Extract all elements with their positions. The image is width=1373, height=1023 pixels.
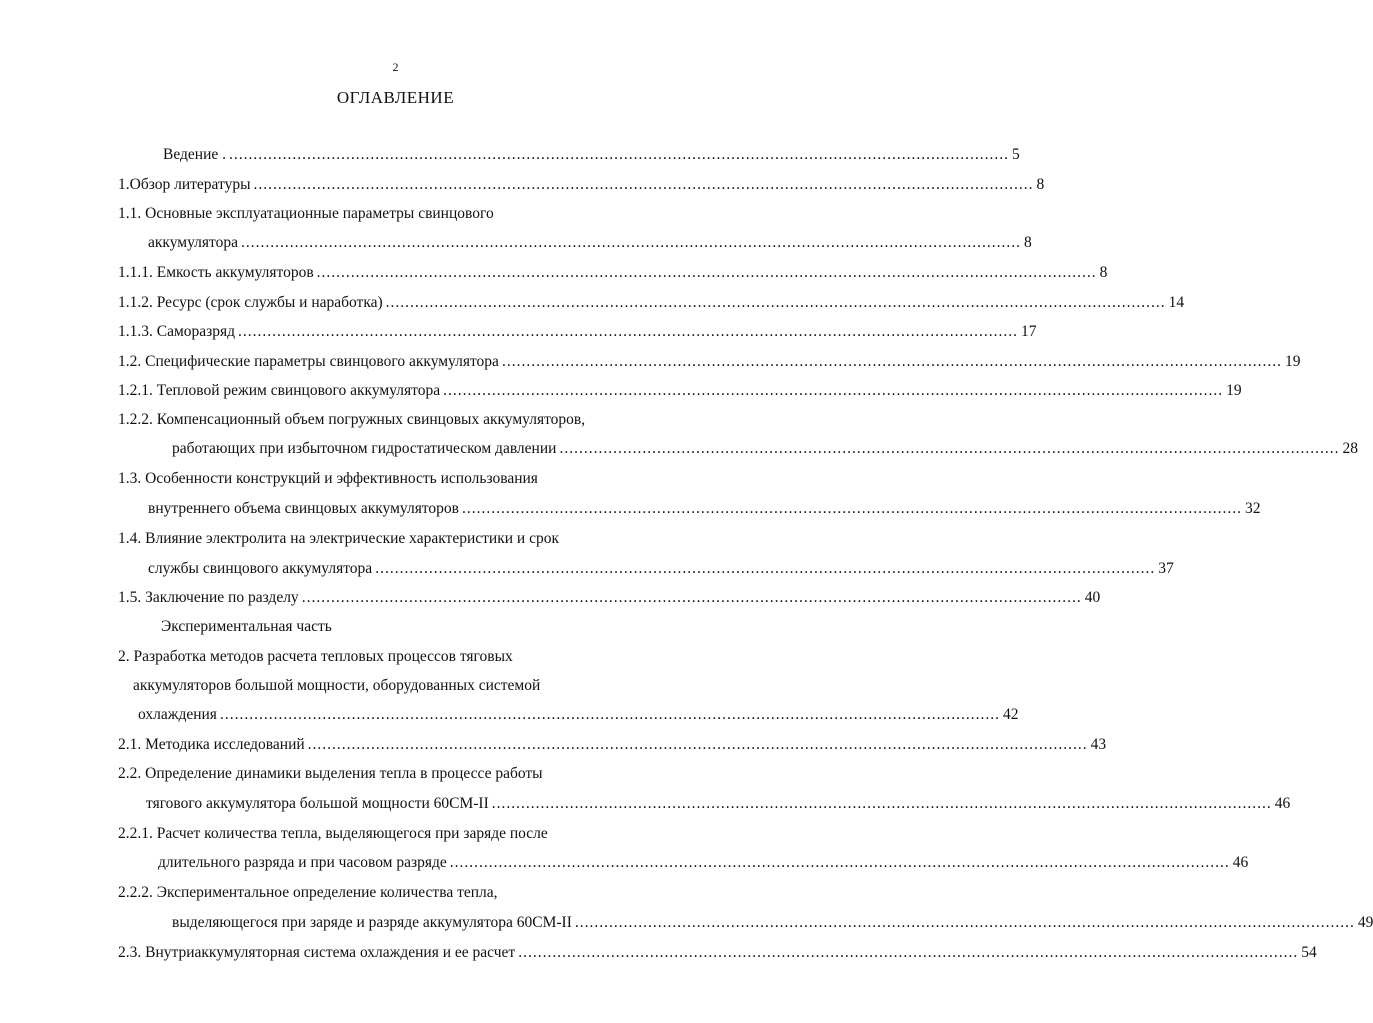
toc-entry-text: 1.1. Основные эксплуатационные параметры свинцового [118, 205, 494, 222]
toc-entry-text: службы свинцового аккумулятора [148, 560, 373, 577]
toc-entry [118, 944, 1317, 966]
toc-entry-page: 14 [1168, 294, 1185, 311]
toc-entry [172, 914, 1373, 936]
toc-entry-text: охлаждения [138, 706, 217, 723]
toc-entry [172, 440, 1358, 462]
toc-entry-page: 28 [1342, 440, 1358, 457]
section-heading: Экспериментальная часть [161, 618, 332, 635]
toc-entry-text: длительного разряда и при часовом разряде [158, 854, 447, 871]
toc-entry-page: 42 [1002, 706, 1019, 723]
toc-entry-text: выделяющегося при заряде и разряде аккумулятора 60СМ-II [172, 914, 572, 931]
toc-leader-dots: ................................................................................................................................................................ [501, 353, 1282, 370]
toc-entry-text: 1.2. Специфические параметры свинцового аккумулятора [118, 353, 499, 370]
toc-entry-text: 1.2.1. Тепловой режим свинцового аккумулятора [118, 382, 441, 399]
toc-entry-page: 37 [1158, 560, 1174, 577]
toc-entry-text: 2.3. Внутриаккумуляторная система охлаждения и ее расчет [118, 944, 516, 961]
toc-leader-dots: ................................................................................................................................................................ [461, 500, 1242, 517]
toc-entry-text: 2.1. Методика исследований [118, 736, 305, 753]
page-number: 2 [392, 60, 399, 74]
toc-entry-text: 1.1.1. Емкость аккумуляторов [118, 264, 314, 281]
toc-entry [148, 560, 1174, 582]
toc-entry-page: 19 [1284, 353, 1301, 370]
toc-entry-page: 8 [1099, 264, 1108, 281]
toc-entry-text: внутреннего объема свинцовых аккумуляторов [148, 500, 459, 517]
toc-leader-dots: ................................................................................................................................................................ [443, 382, 1224, 399]
toc-entry-page: 43 [1090, 736, 1107, 753]
toc-leader-dots: ................................................................................................................................................................ [301, 589, 1082, 606]
toc-entry [118, 176, 1045, 198]
toc-leader-dots: ................................................................................................................................................................ [375, 560, 1156, 577]
toc-leader-dots: ................................................................................................................................................................ [253, 176, 1034, 193]
toc-entry-text: 1.1.2. Ресурс (срок службы и наработка) [118, 294, 383, 311]
toc-leader-dots: ................................................................................................................................................................ [518, 944, 1299, 961]
toc-entry-text: работающих при избыточном гидростатическом давлении [172, 440, 557, 457]
toc-leader-dots: ................................................................................................................................................................ [229, 146, 1009, 163]
toc-entry [118, 736, 1107, 758]
toc-entry-text: 1.3. Особенности конструкций и эффективность использования [118, 470, 538, 487]
toc-leader-dots: ................................................................................................................................................................ [238, 323, 1019, 340]
toc-entry [118, 264, 1108, 286]
toc-leader-dots: ................................................................................................................................................................ [316, 264, 1097, 281]
toc-entry [148, 500, 1261, 522]
toc-entry-page: 8 [1036, 176, 1045, 193]
toc-entry [146, 795, 1291, 817]
toc-entry-text: 1.4. Влияние электролита на электрические характеристики и срок [118, 530, 559, 547]
toc-leader-dots: ................................................................................................................................................................ [491, 795, 1272, 812]
toc-entry-page: 32 [1244, 500, 1261, 517]
toc-leader-dots: ................................................................................................................................................................ [307, 736, 1088, 753]
toc-entry-page: 46 [1232, 854, 1249, 871]
toc-entry-text: 2.2.1. Расчет количества тепла, выделяющегося при заряде после [118, 825, 548, 842]
toc-entry-page: 19 [1226, 382, 1242, 399]
toc-entry [148, 234, 1032, 256]
toc-entry-text: 1.Обзор литературы [118, 176, 251, 193]
toc-entry [118, 382, 1242, 404]
toc-entry [118, 589, 1101, 611]
toc-leader-dots: ................................................................................................................................................................ [219, 706, 1000, 723]
toc-leader-dots: ................................................................................................................................................................ [449, 854, 1230, 871]
toc-entry [158, 854, 1249, 876]
toc-leader-dots: ................................................................................................................................................................ [574, 914, 1355, 931]
toc-entry-text: 1.5. Заключение по разделу [118, 589, 299, 606]
toc-entry-page: 40 [1084, 589, 1101, 606]
toc-entry [118, 353, 1301, 375]
toc-entry-page: 17 [1021, 323, 1037, 340]
toc-entry-text: аккумуляторов большой мощности, оборудованных системой [133, 677, 541, 694]
toc-leader-dots: ................................................................................................................................................................ [385, 294, 1166, 311]
toc-entry-page: 46 [1274, 795, 1291, 812]
toc-entry-page: 54 [1301, 944, 1317, 961]
toc-entry-text: аккумулятора [148, 234, 238, 251]
toc-entry-text: 2.2. Определение динамики выделения тепла в процессе работы [118, 765, 543, 782]
toc-leader-dots: ................................................................................................................................................................ [240, 234, 1021, 251]
toc-entry-text: Ведение . [163, 146, 226, 163]
toc-entry [118, 294, 1185, 316]
toc-entry [118, 323, 1037, 345]
toc-entry-page: 49 [1357, 914, 1373, 931]
toc-entry-page: 8 [1023, 234, 1032, 251]
toc-entry [138, 706, 1019, 728]
toc-entry [163, 146, 1020, 168]
toc-leader-dots: ................................................................................................................................................................ [559, 440, 1340, 457]
toc-entry-text: 1.2.2. Компенсационный объем погружных свинцовых аккумуляторов, [118, 411, 586, 428]
toc-entry-text: 1.1.3. Саморазряд [118, 323, 236, 340]
toc-entry-text: тягового аккумулятора большой мощности 60СМ-II [146, 795, 489, 812]
toc-entry-page: 5 [1012, 146, 1020, 163]
toc-entry-text: 2.2.2. Экспериментальное определение количества тепла, [118, 884, 498, 901]
page-title: ОГЛАВЛЕНИЕ [336, 88, 455, 107]
toc-entry-text: 2. Разработка методов расчета тепловых процессов тяговых [118, 648, 513, 665]
